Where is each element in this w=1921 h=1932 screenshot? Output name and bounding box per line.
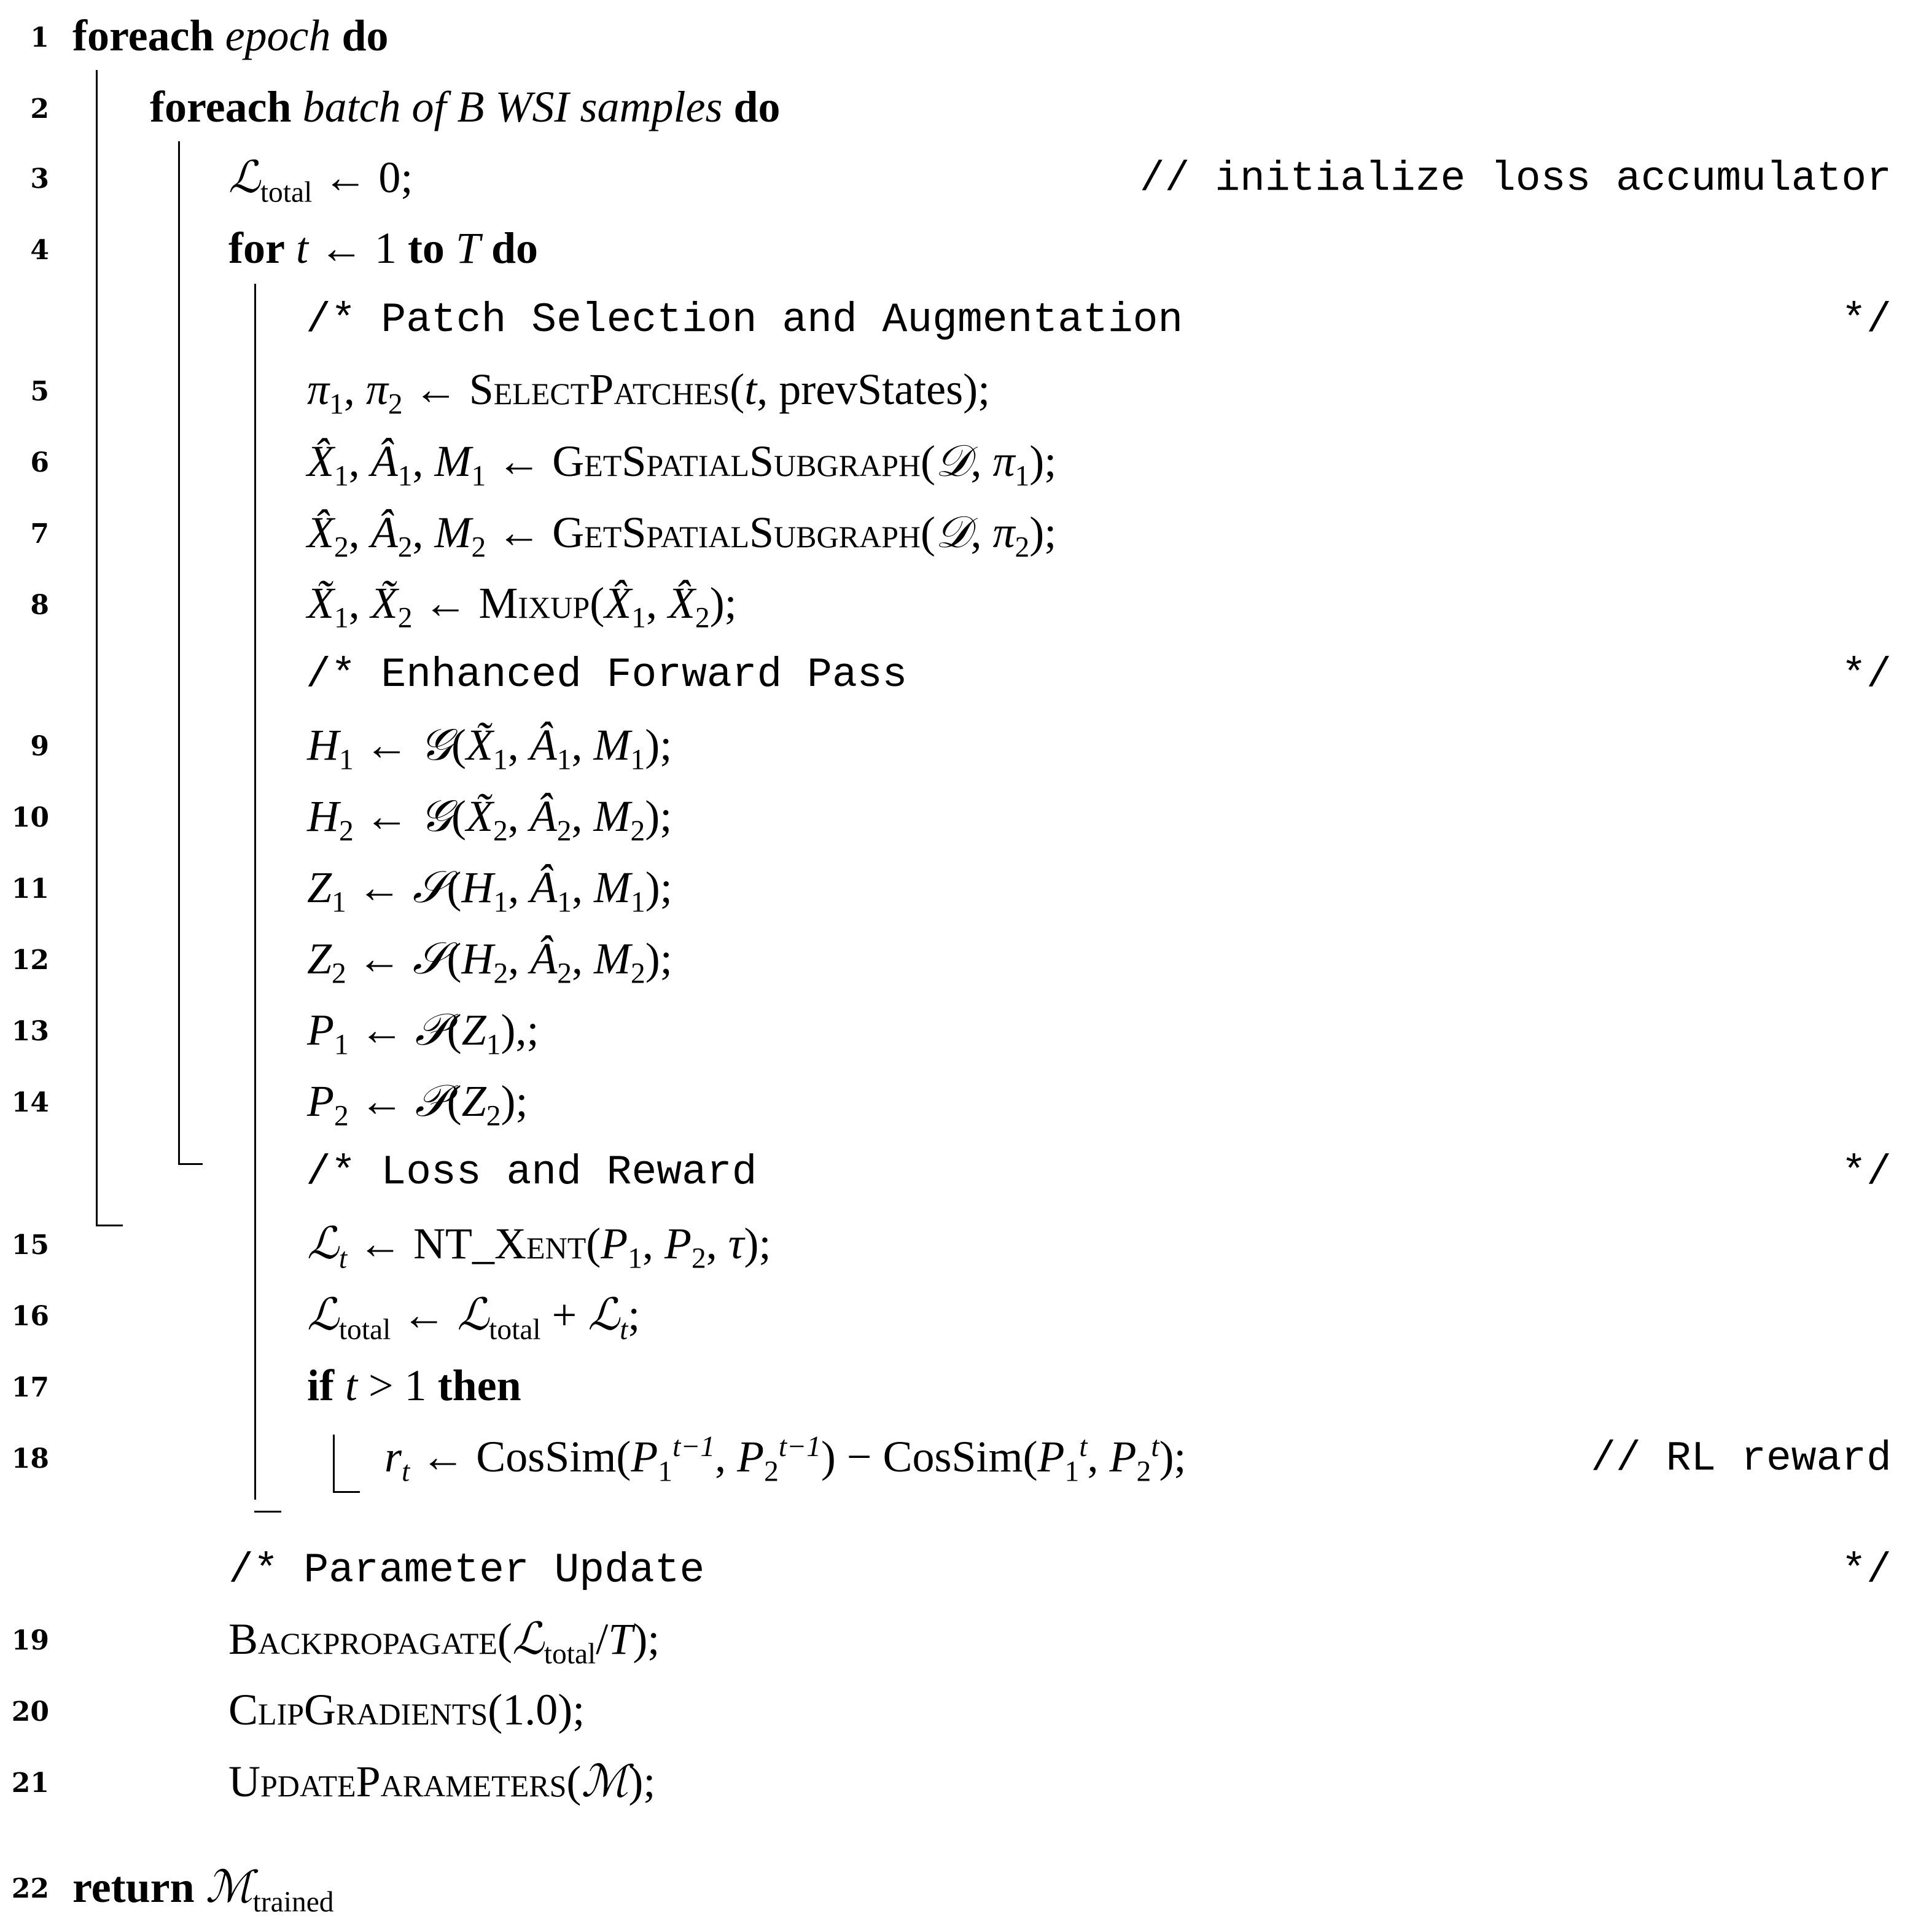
- line-number: 5: [30, 376, 49, 407]
- block-comment-update: /* Parameter Update: [228, 1547, 705, 1594]
- kw-if: if: [307, 1361, 334, 1410]
- kw-do: do: [341, 11, 389, 60]
- line-8: $X̃_1$, $X̃_2$ ← $Mixup(X̂_1$, $X̂_2$);: [307, 578, 737, 634]
- line-18: $r_t$ ← $CosSim(P_1^{t-1}$, $P_2^{t-1}$) − $CosSim(P_1^t$, $P_2^t$);: [384, 1431, 1186, 1488]
- line-number: 14: [11, 1087, 49, 1118]
- line-number: 21: [11, 1767, 49, 1799]
- line-number: 18: [11, 1443, 49, 1474]
- line-number: 15: [11, 1229, 49, 1261]
- line-20: ClipGradients(1.0);: [228, 1685, 585, 1734]
- block-comment-end: */: [1841, 1149, 1892, 1196]
- scope-end-batch: [178, 1163, 203, 1165]
- line-10: $H_2$ ← $𝒢(X̃_2$, $Â_2$, $M_2$);: [307, 790, 672, 847]
- line-number: 4: [30, 235, 49, 266]
- line-14: $P_2$ ← $𝒫(Z_2)$;: [307, 1075, 528, 1132]
- line-6: $X̂_1$, $Â_1$, $M_1$ ← GetSpatialSubgraph(𝒟, $\pi_1$);: [307, 435, 1057, 493]
- kw-to: to: [407, 224, 445, 273]
- fn-get-spatial-subgraph: GetSpatialSubgraph: [552, 508, 921, 557]
- line-9: $H_1$ ← $𝒢(X̃_1$, $Â_1$, $M_1$);: [307, 719, 672, 776]
- line-number: 3: [30, 163, 49, 195]
- line-number: 20: [11, 1696, 49, 1728]
- line-11: $Z_1$ ← $𝒮(H_1$, $Â_1$, $M_1$);: [307, 861, 672, 919]
- block-comment-patch: /* Patch Selection and Augmentation: [306, 297, 1183, 344]
- line-number: 9: [30, 731, 49, 762]
- line-number: 11: [11, 873, 49, 905]
- line-12: $Z_2$ ← $𝒮(H_2$, $Â_2$, $M_2$);: [307, 932, 672, 990]
- line-3: ℒ$_{total}$ ← 0;: [228, 151, 413, 209]
- line-number: 22: [11, 1873, 49, 1904]
- line-5: $\pi_1$, $\pi_2$ ← SelectPatches(t, prevStates);: [307, 365, 991, 421]
- kw-foreach: foreach: [150, 82, 292, 131]
- line-number: 10: [11, 802, 49, 833]
- line-number: 13: [11, 1016, 49, 1047]
- line-number: 6: [30, 447, 49, 478]
- loop-var-batch: batch of B WSI samples: [302, 82, 723, 131]
- block-comment-loss: /* Loss and Reward: [306, 1149, 757, 1196]
- line-19: Backpropagate(ℒ$_{total}$/T);: [228, 1613, 660, 1670]
- fn-clip-gradients: ClipGradients: [228, 1685, 488, 1734]
- line-number: 19: [11, 1625, 49, 1656]
- line-16: ℒ$_{total}$ ← ℒ$_{total}$ + ℒ$_t$;: [307, 1288, 641, 1346]
- kw-then: then: [437, 1361, 521, 1410]
- line-4: for t ← 1 to T do: [228, 224, 539, 273]
- fn-update-parameters: UpdateParameters: [228, 1757, 567, 1806]
- line-13: $P_1$ ← $𝒫(Z_1)$,;: [307, 1003, 539, 1061]
- scope-end-if: [333, 1491, 360, 1493]
- kw-do: do: [733, 82, 781, 131]
- line-number: 17: [11, 1372, 49, 1403]
- kw-for: for: [228, 224, 285, 273]
- line-7: $X̂_2$, $Â_2$, $M_2$ ← GetSpatialSubgraph(𝒟, $\pi_2$);: [307, 506, 1057, 564]
- line-number: 12: [11, 945, 49, 976]
- kw-do: do: [491, 224, 539, 273]
- line-15: ℒ$_t$ ← $NT\_Xent(P_1$, $P_2$, τ);: [307, 1217, 771, 1275]
- fn-backpropagate: Backpropagate: [228, 1615, 497, 1664]
- block-comment-end: */: [1841, 297, 1892, 344]
- line-number: 8: [30, 590, 49, 621]
- line-2: [150, 82, 781, 131]
- kw-foreach: foreach: [72, 11, 214, 60]
- line-number: 16: [11, 1301, 49, 1332]
- block-comment-forward: /* Enhanced Forward Pass: [306, 652, 908, 699]
- scope-line-epoch: [96, 70, 98, 1226]
- comment-init: // initialize loss accumulator: [1139, 155, 1892, 203]
- fn-select-patches: SelectPatches: [469, 365, 730, 414]
- fn-get-spatial-subgraph: GetSpatialSubgraph: [552, 437, 921, 486]
- scope-line-if: [333, 1435, 335, 1492]
- line-number: 1: [30, 22, 49, 53]
- fn-mixup: Mixup: [478, 578, 590, 628]
- line-21: UpdateParameters(ℳ);: [228, 1755, 656, 1807]
- scope-line-for: [254, 284, 256, 1500]
- line-number: 7: [30, 518, 49, 550]
- line-22: return ℳ$_{trained}$: [72, 1861, 334, 1918]
- kw-return: return: [72, 1863, 195, 1912]
- scope-end-epoch: [96, 1225, 123, 1226]
- fn-cossim: CosSim: [883, 1432, 1023, 1481]
- line-1: [72, 11, 389, 60]
- loop-var-epoch: epoch: [225, 11, 331, 60]
- line-number: 2: [30, 93, 49, 125]
- scope-end-for: [254, 1511, 281, 1513]
- block-comment-end: */: [1841, 652, 1892, 699]
- fn-cossim: CosSim: [476, 1432, 617, 1481]
- scope-line-batch: [178, 141, 180, 1164]
- comment-reward: // RL reward: [1591, 1435, 1892, 1482]
- block-comment-end: */: [1841, 1547, 1892, 1594]
- line-17: if t > 1 then: [307, 1361, 521, 1410]
- fn-nt-xent: NT_Xent: [413, 1219, 586, 1268]
